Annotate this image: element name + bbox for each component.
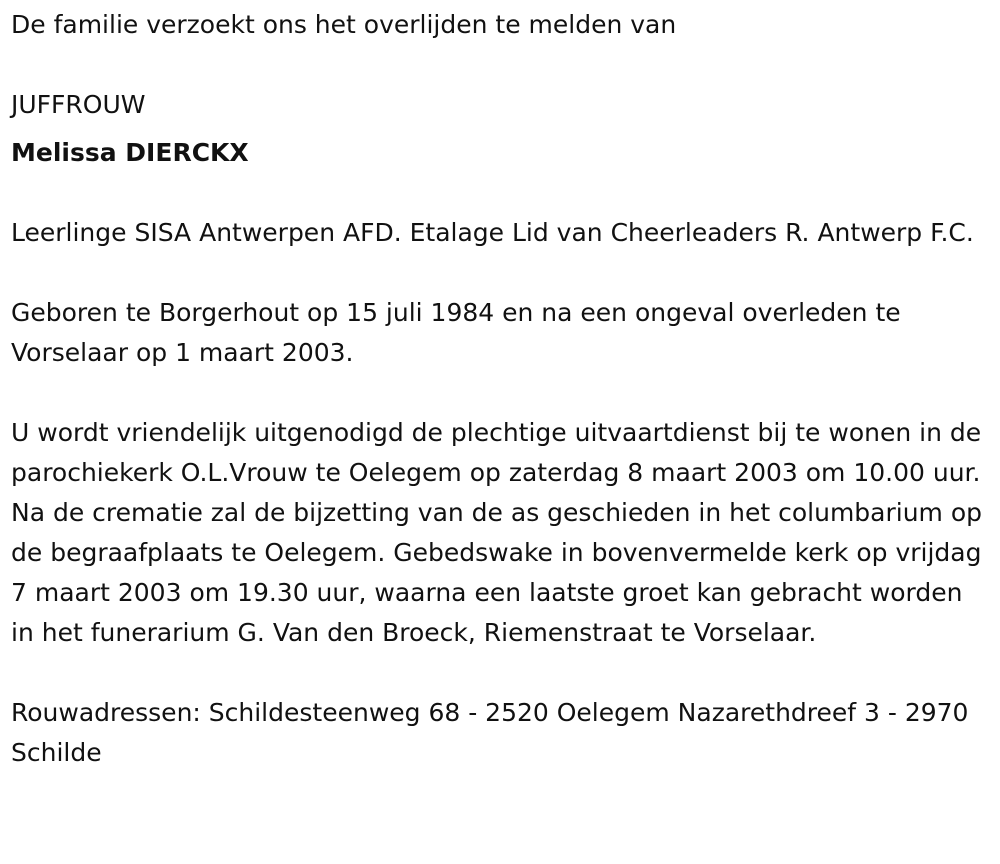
mourning-addresses-text: Rouwadressen: Schildesteenweg 68 - 2520 Oelegem Nazarethdreef 3 - 2970 Schilde [11, 698, 969, 767]
funeral-details-text: U wordt vriendelijk uitgenodigd de plechtige uitvaartdienst bij te wonen in de parochiekerk O.L.Vrouw te Oelegem op zaterdag 8 maart 2003 om 10.00 uur. Na de crematie zal de bijzetting van de as geschieden in het columbarium op de begraafplaats te Oelegem. Gebedswake in bovenvermelde kerk op vrijdag 7 maart 2003 om 19.30 uur, waarna een laatste groet kan gebracht worden in het funerarium G. Van den Broeck, Riemenstraat te Vorselaar. [11, 418, 983, 647]
intro-text: De familie verzoekt ons het overlijden te melden van [11, 10, 677, 39]
birth-death-text: Geboren te Borgerhout op 15 juli 1984 en na een ongeval overleden te Vorselaar op 1 maart 2003. [11, 298, 901, 367]
occupation-text: Leerlinge SISA Antwerpen AFD. Etalage Lid van Cheerleaders R. Antwerp F.C. [11, 218, 974, 247]
death-notice [11, 5, 993, 773]
deceased-name: Melissa DIERCKX [11, 138, 249, 167]
honorific-title: JUFFROUW [11, 90, 146, 119]
